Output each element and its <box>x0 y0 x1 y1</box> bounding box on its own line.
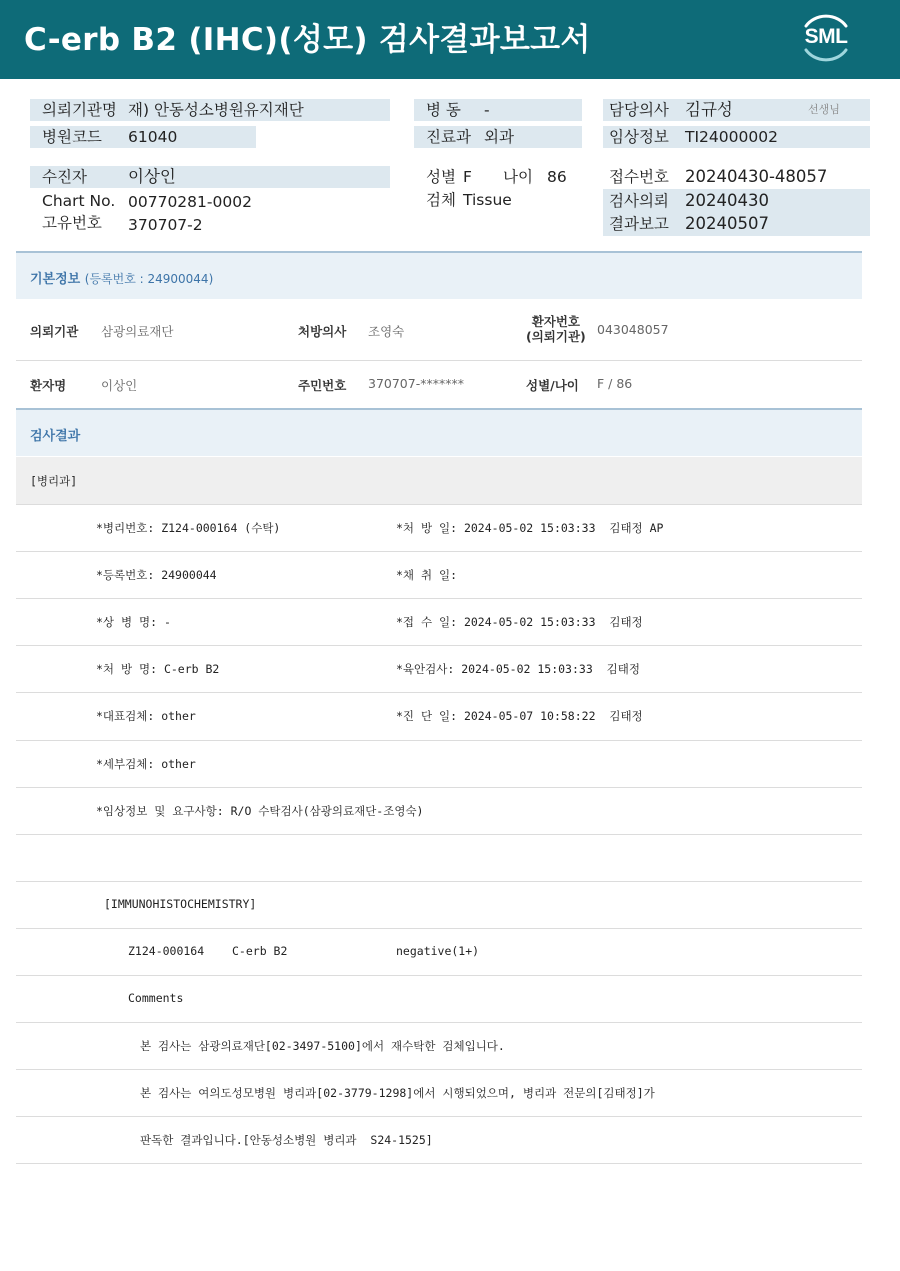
ward-label: 병 동 <box>426 101 461 119</box>
divider <box>16 1022 862 1023</box>
dept-label: 진료과 <box>426 128 471 146</box>
logo-text: SML <box>804 25 848 48</box>
prescription-date: *처 방 일: 2024-05-02 15:03:33 김태정 AP <box>396 521 664 535</box>
dept-band <box>16 457 862 504</box>
receipt-date: *접 수 일: 2024-05-02 15:03:33 김태정 <box>396 615 643 629</box>
basic-info-header <box>16 251 862 299</box>
main-specimen: *대표검체: other <box>96 709 196 723</box>
ihc-heading: [IMMUNOHISTOCHEMISTRY] <box>104 897 257 911</box>
divider <box>16 1116 862 1117</box>
hospital-code-label: 병원코드 <box>42 128 102 146</box>
institution-label: 의뢰기관명 <box>42 101 117 119</box>
dept-value: 외과 <box>484 128 514 146</box>
age-label: 나이 <box>503 168 533 186</box>
basic-info-reg-no: (등록번호 : 24900044) <box>84 272 214 286</box>
presc-value: 조영숙 <box>368 324 405 339</box>
gross-exam: *육안검사: 2024-05-02 15:03:33 김태정 <box>396 662 640 676</box>
divider <box>16 881 862 882</box>
patno-label <box>526 314 586 344</box>
clinical-label: 임상정보 <box>609 128 669 146</box>
divider <box>16 645 862 646</box>
prescription-name: *처 방 명: C-erb B2 <box>96 662 220 676</box>
presc-label: 처방의사 <box>298 324 347 339</box>
patno-label-line2: (의뢰기관) <box>526 329 586 344</box>
report-value: 20240507 <box>685 214 769 233</box>
receipt-value: 20240430-48057 <box>685 167 828 186</box>
chart-no-label: Chart No. <box>42 192 116 210</box>
divider <box>16 1163 862 1164</box>
doctor-value: 김규성 <box>685 100 733 119</box>
patno-value: 043048057 <box>597 322 669 337</box>
report-label: 결과보고 <box>609 215 669 233</box>
dept-name: [병리과] <box>30 474 78 488</box>
inst-value: 삼광의료재단 <box>101 324 174 339</box>
divider <box>16 834 862 835</box>
rrn-label: 주민번호 <box>298 378 347 393</box>
institution-value: 재) 안동성소병원유지재단 <box>128 101 304 119</box>
specimen-value: Tissue <box>463 191 512 209</box>
sex-value: F <box>463 168 472 186</box>
receipt-label: 접수번호 <box>609 168 669 186</box>
detail-specimen: *세부검체: other <box>96 757 196 771</box>
clinical-request: *임상정보 및 요구사항: R/O 수탁검사(삼광의료재단-조영숙) <box>96 804 424 818</box>
sex-label: 성별 <box>426 168 456 186</box>
sexage-label: 성별/나이 <box>526 378 579 393</box>
ihc-result: negative(1+) <box>396 944 480 958</box>
unique-no-value: 370707-2 <box>128 216 203 234</box>
comment-line-1: 본 검사는 삼광의료재단[02-3497-5100]에서 재수탁한 검체입니다. <box>140 1039 505 1053</box>
divider <box>16 1069 862 1070</box>
ihc-test: C-erb B2 <box>232 944 288 958</box>
clinical-value: TI24000002 <box>685 128 778 146</box>
basic-info-title <box>30 268 213 287</box>
inst-label: 의뢰기관 <box>30 324 79 339</box>
divider <box>16 787 862 788</box>
diagnosis-date: *진 단 일: 2024-05-07 10:58:22 김태정 <box>396 709 643 723</box>
divider <box>16 928 862 929</box>
basic-info-title-text: 기본정보 <box>30 272 81 287</box>
diagnosis-name: *상 병 명: - <box>96 615 171 629</box>
hospital-code-value: 61040 <box>128 128 178 146</box>
patno-label-line1: 환자번호 <box>531 314 581 329</box>
divider <box>16 360 862 361</box>
request-value: 20240430 <box>685 191 769 210</box>
age-value: 86 <box>547 168 567 186</box>
comment-line-3: 판독한 결과입니다.[안동성소병원 병리과 S24-1525] <box>140 1133 433 1147</box>
pathology-no: *병리번호: Z124-000164 (수탁) <box>96 521 281 535</box>
report-title: C-erb B2 (IHC)(성모) 검사결과보고서 <box>24 22 591 58</box>
ihc-code: Z124-000164 <box>128 944 205 958</box>
divider <box>16 692 862 693</box>
result-header <box>16 408 862 456</box>
name-value: 이상인 <box>101 378 138 393</box>
doctor-label: 담당의사 <box>609 101 669 119</box>
sexage-value: F / 86 <box>597 376 633 391</box>
collection-date: *채 취 일: <box>396 568 458 582</box>
divider <box>16 551 862 552</box>
comment-line-2: 본 검사는 여의도성모병원 병리과[02-3779-1298]에서 시행되었으며, 병리과 전문의[김태정]가 <box>140 1086 655 1100</box>
result-title: 검사결과 <box>30 429 81 444</box>
divider <box>16 504 862 505</box>
report-header <box>0 0 900 79</box>
comments-label: Comments <box>128 991 184 1005</box>
name-label: 환자명 <box>30 378 67 393</box>
divider <box>16 598 862 599</box>
divider <box>16 740 862 741</box>
rrn-value: 370707-******* <box>368 376 464 391</box>
doctor-suffix: 선생님 <box>808 103 840 116</box>
registration-no: *등록번호: 24900044 <box>96 568 217 582</box>
divider <box>16 975 862 976</box>
specimen-label: 검체 <box>426 191 456 209</box>
unique-no-label: 고유번호 <box>42 214 102 232</box>
ward-value: - <box>484 101 490 119</box>
patient-label: 수진자 <box>42 168 87 186</box>
sml-logo <box>796 10 856 66</box>
chart-no-value: 00770281-0002 <box>128 193 252 211</box>
request-label: 검사의뢰 <box>609 192 669 210</box>
patient-value: 이상인 <box>128 167 176 186</box>
